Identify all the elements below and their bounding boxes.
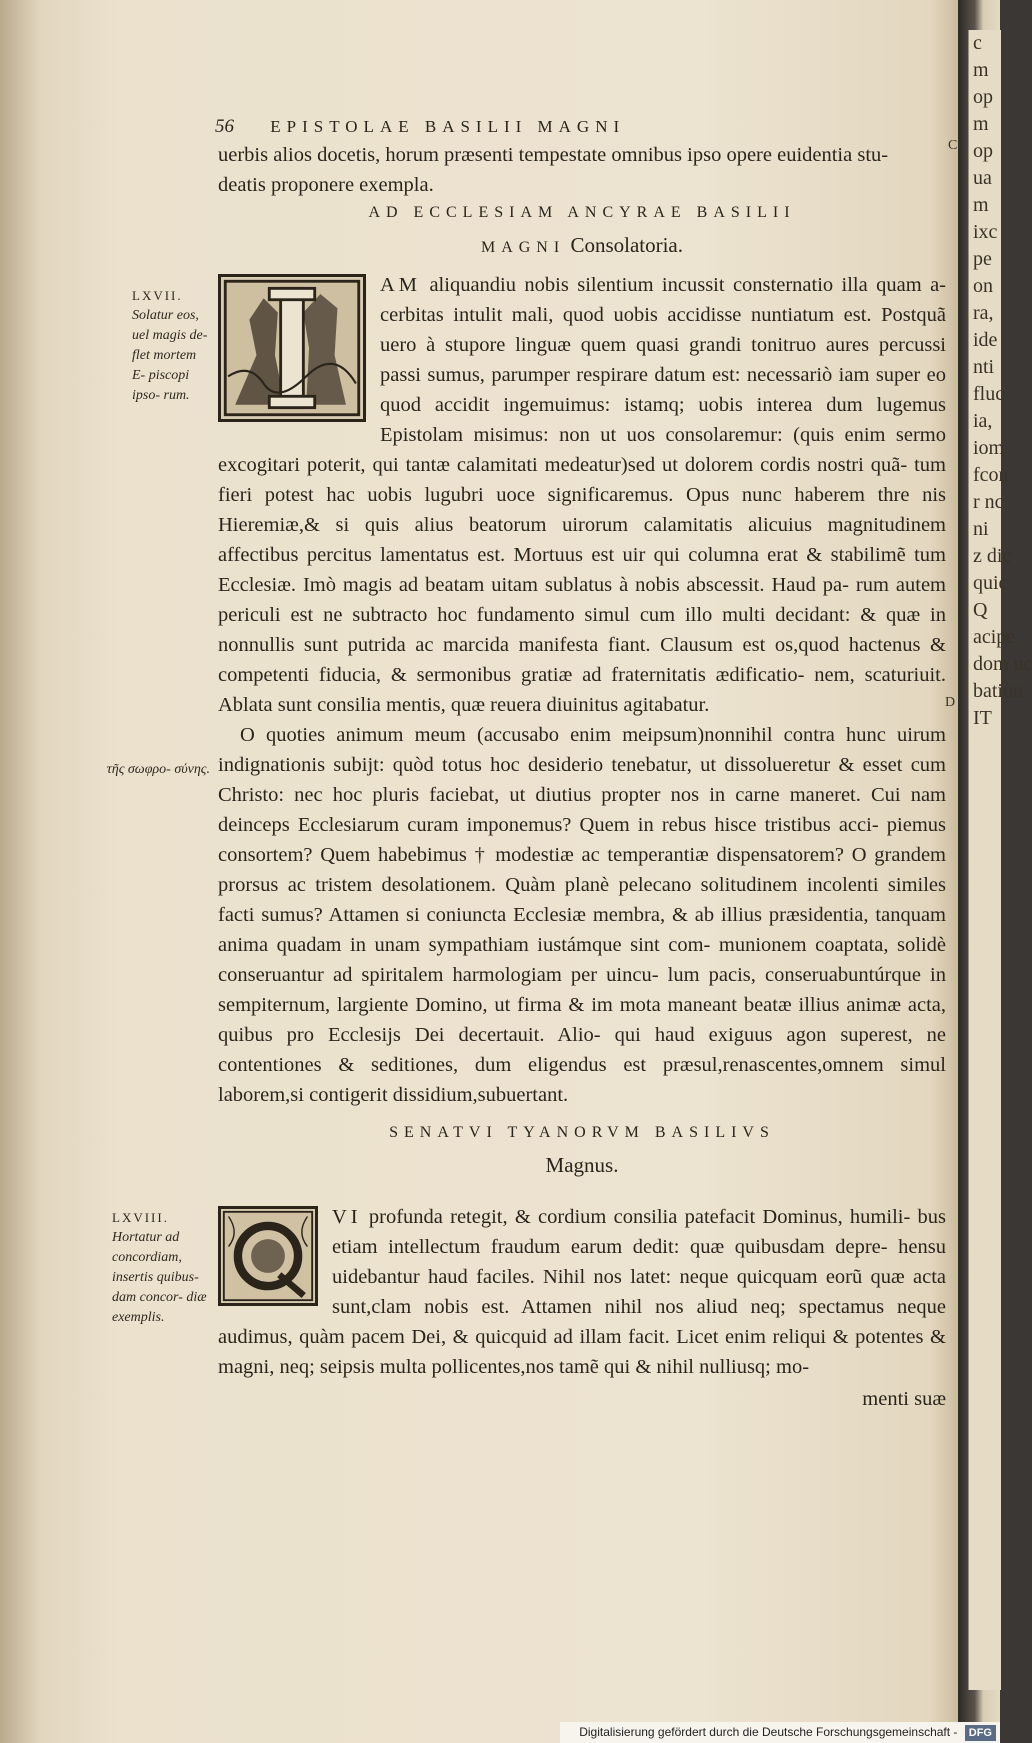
facing-fragment: acipe bbox=[973, 626, 1016, 648]
facing-fragment: ua bbox=[973, 167, 992, 189]
intro-line: uerbis alios docetis, horum præsenti tempestate omnibus ipso opere euidentia stu- bbox=[218, 144, 889, 166]
facing-fragment: quic bbox=[973, 572, 1008, 594]
letter-68-body bbox=[218, 1202, 946, 1414]
intro-line: deatis proponere exempla. bbox=[218, 174, 434, 196]
facing-fragment: fluc bbox=[973, 383, 1005, 405]
facing-fragment: IT bbox=[973, 707, 992, 729]
margin-letter-d: D bbox=[945, 695, 956, 710]
letter-68-title bbox=[218, 1118, 946, 1182]
facing-fragment: op bbox=[973, 140, 993, 162]
letter-67-summary: Solatur eos, uel magis de- flet mortem E- piscopi ipso- rum. bbox=[132, 308, 208, 403]
letter-68-paragraph-1: profunda retegit, & cordium consilia patefacit Dominus, humili- bus etiam intellectum fraudum earum dedit: quæ quibusdam depre- hensu uidebantur haud faciles. Nihil nos latet: neque quicquam eorũ quæ acta sunt,clam nobis est. Attamen nihil nos aliud neq; spectamus neque audimus, quàm pacem Dei, & quicquid ad illam facit. Licet enim reliqui & potentes & magni, neq; seipsis multa pollicentes,nos tamẽ qui & nihil nulliusq; mo- bbox=[218, 1206, 946, 1378]
folio-number: 56 bbox=[215, 116, 234, 137]
facing-fragment: op bbox=[973, 86, 993, 108]
facing-fragment: m bbox=[973, 194, 989, 216]
facing-fragment: m bbox=[973, 59, 989, 81]
facing-fragment: Q bbox=[973, 599, 988, 621]
facing-fragment: dom nc bbox=[973, 653, 1032, 675]
catchword: menti suæ bbox=[862, 1388, 946, 1410]
letter-68-margin-note bbox=[112, 1208, 212, 1328]
letter-67-title-line1: AD ECCLESIAM ANCYRAE BASILII bbox=[368, 204, 796, 221]
letter-67-margin-note bbox=[132, 286, 212, 406]
letter-67-lead-word: AM bbox=[380, 274, 422, 296]
facing-fragment: r nc bbox=[973, 491, 1004, 513]
letter-67-paragraph-1: aliquandiu nobis silentium incussit consternatio illa quam a- cerbitas intulit mali, quod uobis accidisse nuntiatum est. Postquã uero à stupore linguæ quem quasi grandi tonitruo aures percussi passi sumus, parumper respirare datum est: necessariò iam super eo quod accidit ingemuimus: istamq; uobis interea dum lugemus Epistolam misimus: non ut uos consolaremur: (quis enim sermo excogitari poterit, qui tantæ calamitati medeatur)sed ut dolorem cordis nostri quã- tum fieri potest hac uobis lugubri uoce significaremus. Opus nunc haberem thre nis Hieremiæ,& si quis alius beatorum uirorum calamitatis alicuius magnitudinem affectibus percitus lamentatus est. Mortuus est uir qui columna erat & stabilimẽ tum Ecclesiæ. Imò magis ad beatam uitam sublatus à nobis abscessit. Haud pa- rum autem periculi est ne subtracto hoc fundamento simul cum illo multi decidant: & quæ in nonnullis sunt putrida ac marcida manifesta fiant. Clausum est os,quod hactenus & competenti fiducia, & sermonibus gratiæ ad fraternitatis ædificatio- nem, scaturiuit. Ablata sunt consilia mentis, quæ reuera diuinitus agitabatur. bbox=[218, 274, 947, 716]
intro-text bbox=[218, 140, 946, 200]
facing-fragment: fcon bbox=[973, 464, 1009, 486]
facing-fragment: pe bbox=[973, 248, 992, 270]
facing-fragment: ide bbox=[973, 329, 998, 351]
facing-fragment: bation bbox=[973, 680, 1023, 702]
credit-text: Digitalisierung gefördert durch die Deutsche Forschungsgemeinschaft - bbox=[579, 1725, 958, 1739]
facing-fragment: iom bbox=[973, 437, 1005, 459]
letter-67-number: LXVII. bbox=[132, 288, 183, 303]
letter-68-lead-word: VI bbox=[332, 1206, 362, 1228]
letter-67-title-lower: Consolatoria. bbox=[570, 233, 684, 257]
letter-68-summary: Hortatur ad concordiam, insertis quibus- dam concor- diæ exemplis. bbox=[112, 1230, 207, 1325]
letter-68-number: LXVIII. bbox=[112, 1210, 169, 1225]
facing-fragment: c bbox=[973, 32, 982, 54]
facing-page-fragment bbox=[968, 30, 1032, 1690]
historiated-initial-i-icon bbox=[218, 274, 366, 422]
facing-fragment: on bbox=[973, 275, 993, 297]
facing-fragment: ixc bbox=[973, 221, 998, 243]
facing-fragment: nti bbox=[973, 356, 995, 378]
facing-fragment: ia, bbox=[973, 410, 993, 432]
facing-fragment: z dic bbox=[973, 545, 1012, 567]
facing-fragment: ra, bbox=[973, 302, 994, 324]
letter-67-title bbox=[218, 198, 946, 263]
letter-68-title-lower: Magnus. bbox=[545, 1153, 619, 1177]
running-title: EPISTOLAE BASILII MAGNI bbox=[270, 117, 626, 136]
dfg-logo-icon: DFG bbox=[965, 1725, 996, 1741]
running-header bbox=[215, 116, 855, 138]
margin-letter-c: C bbox=[948, 138, 958, 153]
greek-margin-note: τῆς σωφρο- σύνης. bbox=[106, 762, 210, 777]
ornamental-initial-q-icon bbox=[218, 1206, 318, 1306]
letter-67-title-caps2: MAGNI bbox=[480, 239, 566, 256]
letter-68-title-line1: SENATVI TYANORVM BASILIVS bbox=[389, 1124, 775, 1141]
facing-fragment: m bbox=[973, 113, 989, 135]
digitization-credit bbox=[560, 1722, 1000, 1743]
letter-67-body bbox=[218, 270, 946, 1110]
facing-fragment: ni bbox=[973, 518, 989, 540]
letter-67-paragraph-2: O quoties animum meum (accusabo enim meipsum)nonnihil contra hunc uirum indignationis subijt: quòd totus hoc desiderio tenebatur, ut dissolueretur & esset cum Christo: nec hoc pluris faciebat, ut diutius propter nos in carne maneret. Cui nam deinceps Ecclesiarum curam imponemus? Quem in rebus hisce tristibus acci- piemus consortem? Quem habebimus † modestiæ ac temperantiæ dispensatorem? O grandem prorsus ac tristem desolationem. Quàm planè pelecano solitudinem incolenti similes facti sumus? Attamen si coniuncta Ecclesiæ membra, & ab illius præsidentia, tanquam anima quadam in unam sympathiam iustámque sint com- munionem coaptata, solidè conseruantur ad spiritalem harmologiam per uincu- lum pacis, conseruabuntúrque in sempiternum, largiente Domino, ut firma & im mota maneant beatæ illius animæ acta, quibus pro Ecclesijs Dei decertauit. Alio- qui haud exiguus agon superest, ne contentiones & seditiones, dum eligendus est præsul,renascentes,omnem simul laborem,si contigerit dissidium,subuertant. bbox=[218, 724, 946, 1106]
